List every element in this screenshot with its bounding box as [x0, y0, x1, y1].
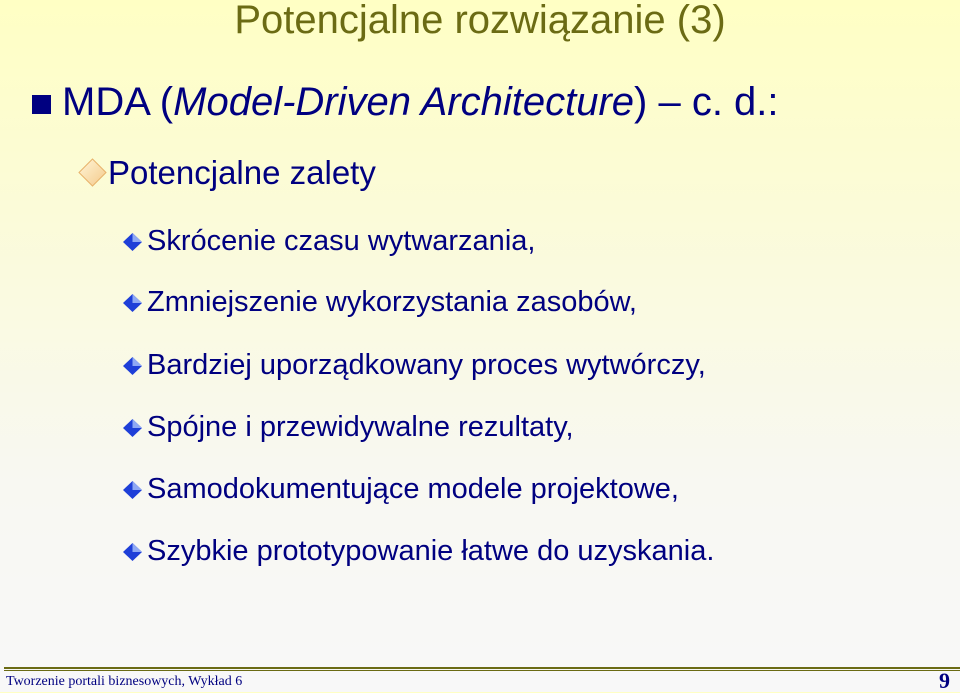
list-item-text: Szybkie prototypowanie łatwe do uzyskania.: [147, 535, 715, 567]
list-item-text: Skrócenie czasu wytwarzania,: [147, 225, 536, 257]
level1-suffix: ) – c. d.:: [634, 80, 779, 124]
small-diamond-bullet-icon: [123, 233, 142, 251]
list-item-text: Bardziej uporządkowany proces wytwórczy,: [147, 349, 706, 381]
diamond-bullet-icon: [78, 158, 107, 187]
list-item-text: Samodokumentujące modele projektowe,: [147, 473, 679, 505]
footer-divider-thin: [4, 670, 960, 671]
footer-text: Tworzenie portali biznesowych, Wykład 6: [6, 674, 243, 689]
small-diamond-bullet-icon: [123, 419, 142, 437]
page-number: 9: [939, 668, 950, 693]
small-diamond-bullet-icon: [123, 294, 142, 312]
list-item-text: Zmniejszenie wykorzystania zasobów,: [147, 286, 637, 318]
small-diamond-bullet-icon: [123, 543, 142, 561]
slide-title: Potencjalne rozwiązanie (3): [234, 0, 726, 42]
small-diamond-bullet-icon: [123, 481, 142, 499]
level1-italic: Model-Driven Architecture: [173, 80, 635, 124]
small-diamond-bullet-icon: [123, 357, 142, 375]
bullet-level1-text: [62, 79, 779, 125]
footer-divider: [4, 667, 960, 669]
list-item-text: Spójne i przewidywalne rezultaty,: [147, 411, 574, 443]
level1-prefix: MDA (: [62, 80, 174, 124]
bullet-level2-text: Potencjalne zalety: [108, 154, 376, 191]
square-bullet-icon: [32, 95, 51, 114]
